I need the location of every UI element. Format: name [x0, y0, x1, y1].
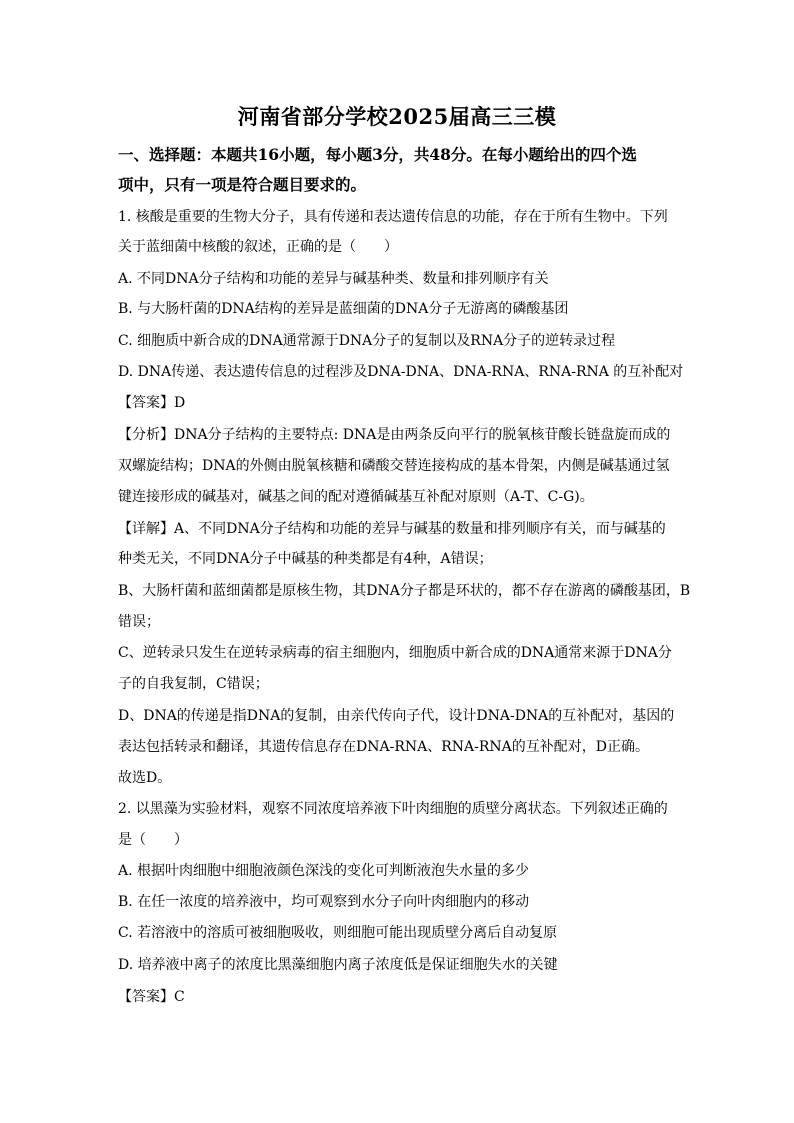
text-line: 1. 核酸是重要的生物大分子，具有传递和表达遗传信息的功能，存在于所有生物中。下列	[118, 209, 668, 225]
text-line: 是（ ）	[118, 832, 188, 848]
text-line: 关于蓝细菌中核酸的叙述，正确的是（ ）	[118, 239, 398, 255]
text-line: D. DNA传递、表达遗传信息的过程涉及DNA-DNA、DNA-RNA、RNA-RNA 的互补配对	[118, 364, 684, 380]
text-line: 种类无关，不同DNA分子中碱基的种类都是有4种，A错误；	[118, 551, 493, 567]
text-line: C. 若溶液中的溶质可被细胞吸收，则细胞可能出现质壁分离后自动复原	[118, 925, 558, 941]
text-line: B. 在任一浓度的培养液中，均可观察到水分子向叶肉细胞内的移动	[118, 894, 530, 910]
text-line: 【答案】D	[118, 395, 186, 411]
text-line: 子的自我复制，C错误；	[118, 676, 269, 692]
text-line: A. 不同DNA分子结构和功能的差异与碱基种类、数量和排列顺序有关	[118, 271, 549, 287]
text-line: 【答案】C	[118, 989, 185, 1005]
text-line: B、大肠杆菌和蓝细菌都是原核生物，其DNA分子都是环状的，都不存在游离的磷酸基团，B	[118, 583, 691, 599]
text-line: 表达包括转录和翻译，其遗传信息存在DNA-RNA、RNA-RNA的互补配对，D正确。	[118, 739, 649, 755]
text-line: 2. 以黑藻为实验材料，观察不同浓度培养液下叶肉细胞的质壁分离状态。下列叙述正确的	[118, 801, 668, 817]
text-line: D、DNA的传递是指DNA的复制，由亲代传向子代，设计DNA-DNA的互补配对，基因的	[118, 708, 675, 724]
text-line: C. 细胞质中新合成的DNA通常源于DNA分子的复制以及RNA分子的逆转录过程	[118, 333, 616, 349]
text-line: B. 与大肠杆菌的DNA结构的差异是蓝细菌的DNA分子无游离的磷酸基团	[118, 301, 569, 317]
text-line: 一、选择题：本题共16小题，每小题3分，共48分。在每小题给出的四个选	[118, 145, 637, 164]
text-line: 故选D。	[118, 770, 172, 786]
text-line: A. 根据叶肉细胞中细胞液颜色深浅的变化可判断液泡失水量的多少	[118, 863, 530, 879]
document-title: 河南省部分学校2025届高三三模	[237, 104, 557, 129]
text-line: C、逆转录只发生在逆转录病毒的宿主细胞内，细胞质中新合成的DNA通常来源于DNA分	[118, 645, 672, 661]
text-line: 键连接形成的碱基对，碱基之间的配对遵循碱基互补配对原则（A-T、C-G)。	[118, 489, 594, 505]
text-line: 双螺旋结构；DNA的外侧由脱氧核糖和磷酸交替连接构成的基本骨架，内侧是碱基通过氢	[118, 458, 670, 474]
text-line: 项中，只有一项是符合题目要求的。	[118, 175, 367, 194]
text-line: 【分析】DNA分子结构的主要特点: DNA是由两条反向平行的脱氧核苷酸长链盘旋而成的	[118, 427, 671, 443]
text-line: D. 培养液中离子的浓度比黑藻细胞内离子浓度低是保证细胞失水的关键	[118, 957, 558, 973]
text-line: 错误；	[118, 614, 160, 630]
text-line: 【详解】A、不同DNA分子结构和功能的差异与碱基的数量和排列顺序有关，而与碱基的	[118, 521, 666, 537]
